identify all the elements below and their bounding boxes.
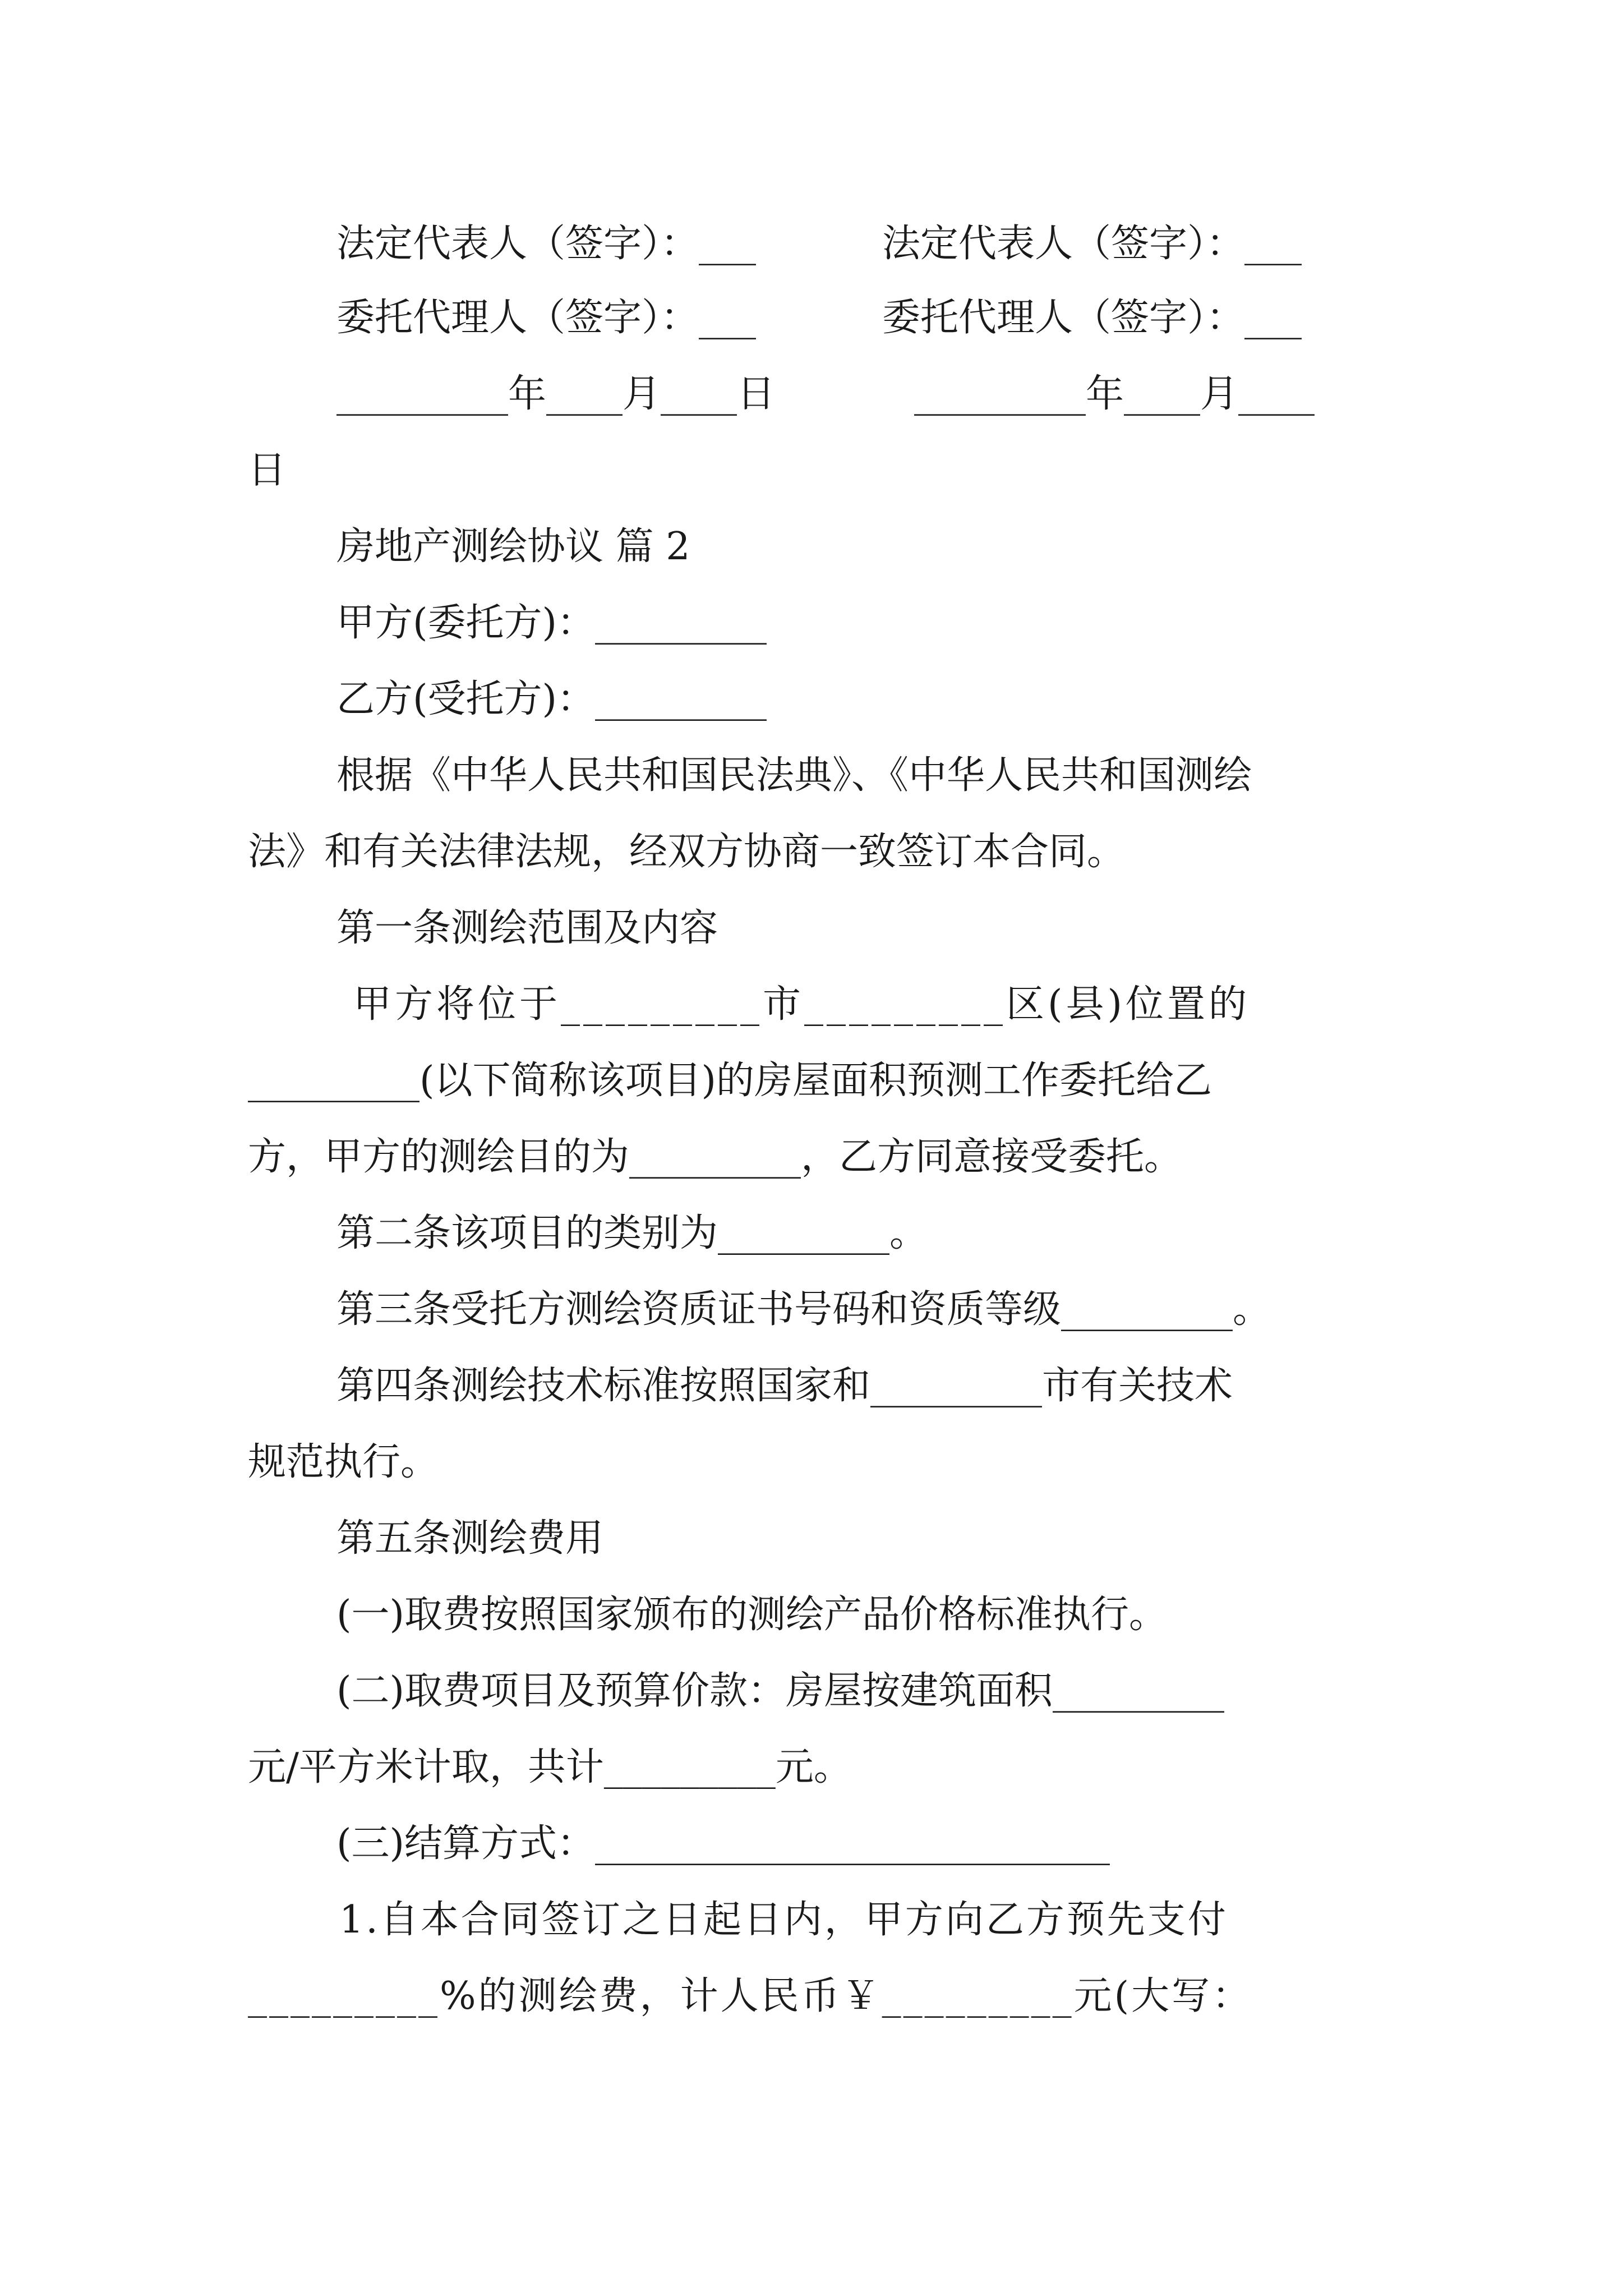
- intro-line-1: [336, 751, 1377, 801]
- article-1-line-2: _________(以下简称该项目)的房屋面积预测工作委托给乙: [248, 1059, 1212, 1103]
- article-1-line-3: 方，甲方的测绘目的为_________，乙方同意接受委托。: [248, 1135, 1183, 1179]
- signature-date-wrap: 日: [248, 448, 287, 493]
- article-2: 第二条该项目的类别为_________。: [336, 1211, 928, 1255]
- article-4-line-1: 第四条测绘技术标准按照国家和_________市有关技术: [336, 1364, 1233, 1408]
- legal-rep-signature-left: 法定代表人（签字）：___: [336, 222, 757, 266]
- legal-rep-signature-right: 法定代表人（签字）：___: [882, 222, 1302, 266]
- article-5-sub-1-line-2: _________%的测绘费，计人民币￥_________元(大写：: [248, 1974, 1253, 2018]
- article-1-title: 第一条测绘范围及内容: [336, 906, 718, 950]
- article-5-item-1: (一)取费按照国家颁布的测绘产品价格标准执行。: [336, 1593, 1168, 1637]
- article-5-item-3: (三)结算方式：___________________________: [336, 1821, 1110, 1866]
- article-3: 第三条受托方测绘资质证书号码和资质等级_________。: [336, 1287, 1271, 1332]
- signature-date-right: _________年____月____: [914, 372, 1315, 416]
- section-title: 房地产测绘协议 篇 2: [336, 524, 690, 569]
- agent-signature-right: 委托代理人（签字）：___: [882, 296, 1302, 340]
- intro-line-1-text: 根据《中华人民共和国民法典》、《中华人民共和国测绘: [336, 753, 1252, 798]
- article-1-line-1: 甲方将位于_________市_________区(县)位置的: [353, 982, 1251, 1027]
- article-5-item-2-line-2: 元/平方米计取，共计_________元。: [248, 1745, 852, 1789]
- article-5-item-2-line-1: (二)取费项目及预算价款：房屋按建筑面积_________: [336, 1669, 1225, 1713]
- agent-signature-left: 委托代理人（签字）：___: [336, 296, 757, 340]
- article-5-title: 第五条测绘费用: [336, 1516, 604, 1561]
- party-a: 甲方(委托方)：_________: [336, 601, 767, 645]
- party-b: 乙方(受托方)：_________: [336, 677, 767, 721]
- signature-date-left: _________年____月____日: [336, 372, 776, 416]
- article-4-line-2: 规范执行。: [248, 1440, 439, 1484]
- intro-line-2: 法》和有关法律法规，经双方协商一致签订本合同。: [248, 830, 1126, 874]
- article-5-sub-1-line-1: 1.自本合同签订之日起日内，甲方向乙方预先支付: [339, 1898, 1228, 1942]
